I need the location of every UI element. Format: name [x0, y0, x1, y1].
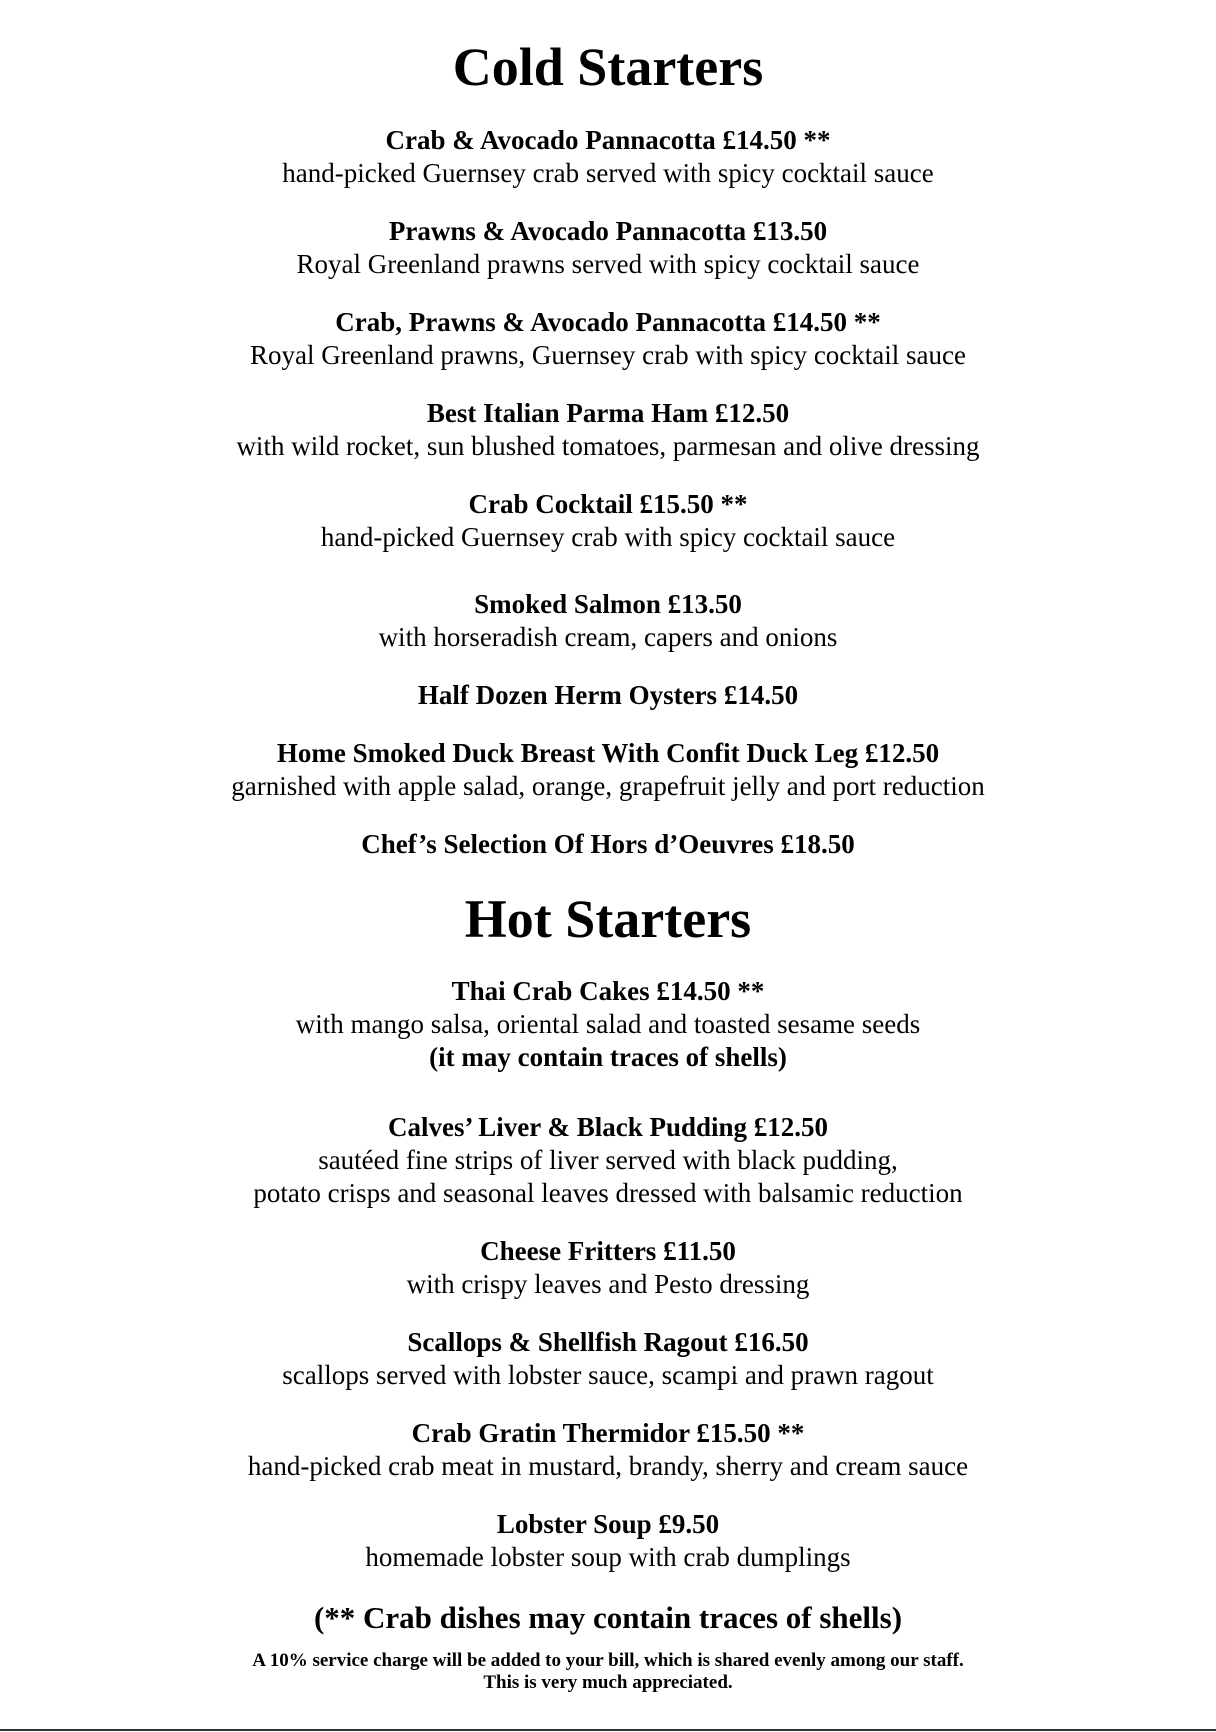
item-description: with horseradish cream, capers and onions	[378, 622, 838, 652]
item-name: Home Smoked Duck Breast With Confit Duck Leg £12.50	[276, 738, 940, 768]
menu-item	[0, 124, 1216, 190]
item-description: with mango salsa, oriental salad and toasted sesame seeds	[295, 1009, 921, 1039]
menu-item	[0, 679, 1216, 712]
item-name: Half Dozen Herm Oysters £14.50	[417, 680, 799, 710]
item-name: Cheese Fritters £11.50	[480, 1236, 736, 1266]
menu-item	[0, 828, 1216, 861]
item-name: Crab & Avocado Pannacotta £14.50 **	[385, 125, 831, 155]
item-name: Crab Gratin Thermidor £15.50 **	[411, 1418, 805, 1448]
item-description: scallops served with lobster sauce, scampi and prawn ragout	[282, 1360, 934, 1390]
item-description: homemade lobster soup with crab dumplings	[365, 1542, 851, 1572]
item-description: hand-picked Guernsey crab served with spicy cocktail sauce	[282, 158, 934, 188]
item-name: Best Italian Parma Ham £12.50	[426, 398, 790, 428]
item-description: with wild rocket, sun blushed tomatoes, parmesan and olive dressing	[236, 431, 980, 461]
menu-item	[0, 1235, 1216, 1301]
item-name: Lobster Soup £9.50	[496, 1509, 720, 1539]
menu-item	[0, 588, 1216, 654]
service-charge-line: A 10% service charge will be added to your bill, which is shared evenly among our staff.	[252, 1650, 964, 1671]
item-name: Smoked Salmon £13.50	[474, 589, 742, 619]
menu-item	[0, 737, 1216, 803]
menu-item	[0, 1111, 1216, 1210]
cold-starters-heading: Cold Starters	[452, 37, 764, 97]
item-name: Thai Crab Cakes £14.50 **	[451, 976, 765, 1006]
menu-item	[0, 1417, 1216, 1483]
menu-item	[0, 1508, 1216, 1574]
menu-item	[0, 488, 1216, 554]
item-name: Chef’s Selection Of Hors d’Oeuvres £18.50	[361, 829, 855, 859]
crab-allergen-notice: (** Crab dishes may contain traces of shells)	[313, 1600, 903, 1635]
item-description: with crispy leaves and Pesto dressing	[406, 1269, 810, 1299]
service-appreciation-line: This is very much appreciated.	[483, 1672, 733, 1693]
menu-item	[0, 306, 1216, 372]
menu-item	[0, 1326, 1216, 1392]
item-name: Crab, Prawns & Avocado Pannacotta £14.50 **	[335, 307, 881, 337]
item-name: Prawns & Avocado Pannacotta £13.50	[388, 216, 828, 246]
item-description: Royal Greenland prawns, Guernsey crab with spicy cocktail sauce	[249, 340, 966, 370]
item-description: sautéed fine strips of liver served with black pudding,	[318, 1145, 898, 1175]
item-name: Crab Cocktail £15.50 **	[468, 489, 748, 519]
item-description: hand-picked Guernsey crab with spicy cocktail sauce	[320, 522, 896, 552]
hot-starters-heading: Hot Starters	[464, 889, 752, 949]
item-description: garnished with apple salad, orange, grapefruit jelly and port reduction	[231, 771, 985, 801]
menu-item	[0, 397, 1216, 463]
page-bottom-rule	[0, 1729, 1216, 1731]
item-description-continued: potato crisps and seasonal leaves dressed with balsamic reduction	[253, 1178, 963, 1208]
menu-item	[0, 975, 1216, 1074]
item-description: Royal Greenland prawns served with spicy cocktail sauce	[296, 249, 920, 279]
item-name: Calves’ Liver & Black Pudding £12.50	[387, 1112, 829, 1142]
item-description: hand-picked crab meat in mustard, brandy, sherry and cream sauce	[247, 1451, 969, 1481]
menu-item	[0, 215, 1216, 281]
item-name: Scallops & Shellfish Ragout £16.50	[407, 1327, 809, 1357]
item-allergen-note: (it may contain traces of shells)	[429, 1042, 787, 1072]
service-charge-notice	[0, 1650, 1216, 1694]
